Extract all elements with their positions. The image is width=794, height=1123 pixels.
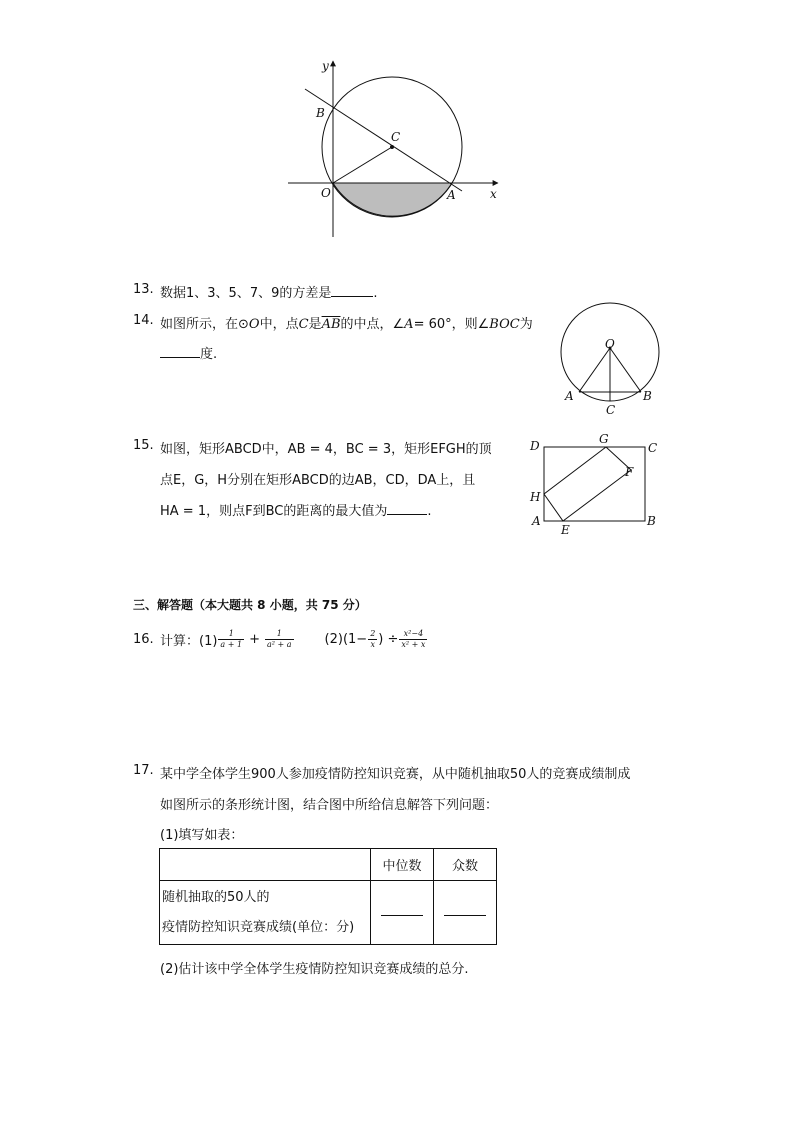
point-c xyxy=(390,145,394,149)
q16-frac1: $\frac{1}{a + 1}$ xyxy=(220,628,243,649)
table-header-median: 中位数 xyxy=(371,849,434,881)
table-header-mode: 众数 xyxy=(434,849,497,881)
q14-label-c: C xyxy=(606,403,616,417)
q14-label-b: B xyxy=(643,389,652,403)
q15-number: 15. xyxy=(133,438,154,453)
q16-frac2: $\frac{1}{\text{a² + a}}$ xyxy=(266,628,292,649)
table-row-label-1: 随机抽取的50人的 xyxy=(162,889,270,905)
rect-abcd xyxy=(544,447,645,521)
q14-text-f: 为 xyxy=(519,317,533,332)
q16-part2-lead: (2)(1− xyxy=(324,631,368,647)
label-e: E xyxy=(561,523,570,537)
shaded-segment xyxy=(333,183,452,216)
q13-number: 13. xyxy=(133,282,154,297)
q16-plus: + xyxy=(249,631,260,647)
q17-number: 17. xyxy=(133,763,154,778)
q14-text-a: 如图所示，在⊙ xyxy=(160,317,249,332)
q17-line1: 某中学全体学生900人参加疫情防控知识竞赛，从中随机抽取50人的竞赛成绩制成 xyxy=(160,767,631,782)
q16-frac3: $\frac{2}{x}$ xyxy=(370,628,376,649)
label-o: O xyxy=(321,186,331,200)
q17-line2: 如图所示的条形统计图，结合图中所给信息解答下列问题： xyxy=(160,798,499,813)
q16-part2-mid: ) ÷ xyxy=(378,631,399,647)
label-y: y xyxy=(322,59,329,73)
q16-expression xyxy=(160,624,428,654)
circle-coordinate-figure xyxy=(280,55,510,245)
q13-tail: . xyxy=(373,286,378,301)
q14-arc-ab: $\overline{AB}$ xyxy=(321,317,341,332)
q14-blank[interactable] xyxy=(160,356,200,358)
q17-part2: (2)估计该中学全体学生疫情防控知识竞赛成绩的总分. xyxy=(160,962,469,977)
q14-line2 xyxy=(160,343,217,362)
q15-rectangle-figure xyxy=(525,430,665,542)
label-b: B xyxy=(316,106,325,120)
q14-ob xyxy=(610,348,641,392)
q15-line3 xyxy=(160,500,431,519)
label-a2: A xyxy=(532,514,541,528)
q13-text xyxy=(160,282,378,301)
table-row-label-2: 疫情防控知识竞赛成绩(单位：分) xyxy=(162,919,355,935)
q15-line1: 如图，矩形ABCD中，AB = 4，BC = 3，矩形EFGH的顶 xyxy=(160,442,492,457)
q14-text-c: 是 xyxy=(308,317,322,332)
q14-label-o: O xyxy=(605,337,615,351)
segment-oc xyxy=(333,147,392,183)
q15-tail: . xyxy=(427,504,432,519)
q13-blank[interactable] xyxy=(331,295,373,297)
q14-var-o: O xyxy=(248,317,260,332)
q15-text: HA = 1，则点F到BC的距离的最大值为 xyxy=(160,504,388,519)
q14-line1 xyxy=(160,313,533,332)
q17-table xyxy=(159,848,497,945)
q14-label-a: A xyxy=(565,389,574,403)
label-h: H xyxy=(530,490,541,504)
q16-number: 16. xyxy=(133,632,154,647)
q14-number: 14. xyxy=(133,313,154,328)
q13-stem: 数据1、3、5、7、9的方差是 xyxy=(160,286,332,301)
q14-oa xyxy=(579,348,610,392)
table-row-label xyxy=(160,881,371,945)
label-f: F xyxy=(625,465,634,479)
q14-text-e: = 60°，则∠ xyxy=(413,317,490,332)
label-b2: B xyxy=(647,514,656,528)
label-c2: C xyxy=(648,441,658,455)
q14-var-c: C xyxy=(298,317,309,332)
q14-tail: 度. xyxy=(200,347,218,362)
table-cell-median[interactable] xyxy=(371,881,434,945)
label-g: G xyxy=(599,432,609,446)
q14-var-boc: BOC xyxy=(489,317,520,332)
q14-circle-figure xyxy=(555,302,665,417)
section-heading: 三、解答题（本大题共 8 小题，共 75 分） xyxy=(133,598,367,612)
rect-efgh xyxy=(544,447,631,521)
table-cell-mode[interactable] xyxy=(434,881,497,945)
q16-frac4: $\frac{\text{x²−4}}{\text{x² + x}}$ xyxy=(401,628,426,649)
label-a: A xyxy=(447,188,456,202)
q14-text-b: 中，点 xyxy=(259,317,299,332)
label-d: D xyxy=(530,439,540,453)
q16-lead: 计算：(1) xyxy=(160,633,218,649)
table-header-empty xyxy=(160,849,371,881)
q15-blank[interactable] xyxy=(387,513,427,515)
label-c: C xyxy=(391,130,401,144)
q17-part1: (1)填写如表： xyxy=(160,828,244,843)
q14-var-a: A xyxy=(404,317,414,332)
q15-line2: 点E，G，H分别在矩形ABCD的边AB，CD，DA上，且 xyxy=(160,473,476,488)
label-x: x xyxy=(490,187,497,201)
q14-text-d: 的中点，∠ xyxy=(340,317,405,332)
